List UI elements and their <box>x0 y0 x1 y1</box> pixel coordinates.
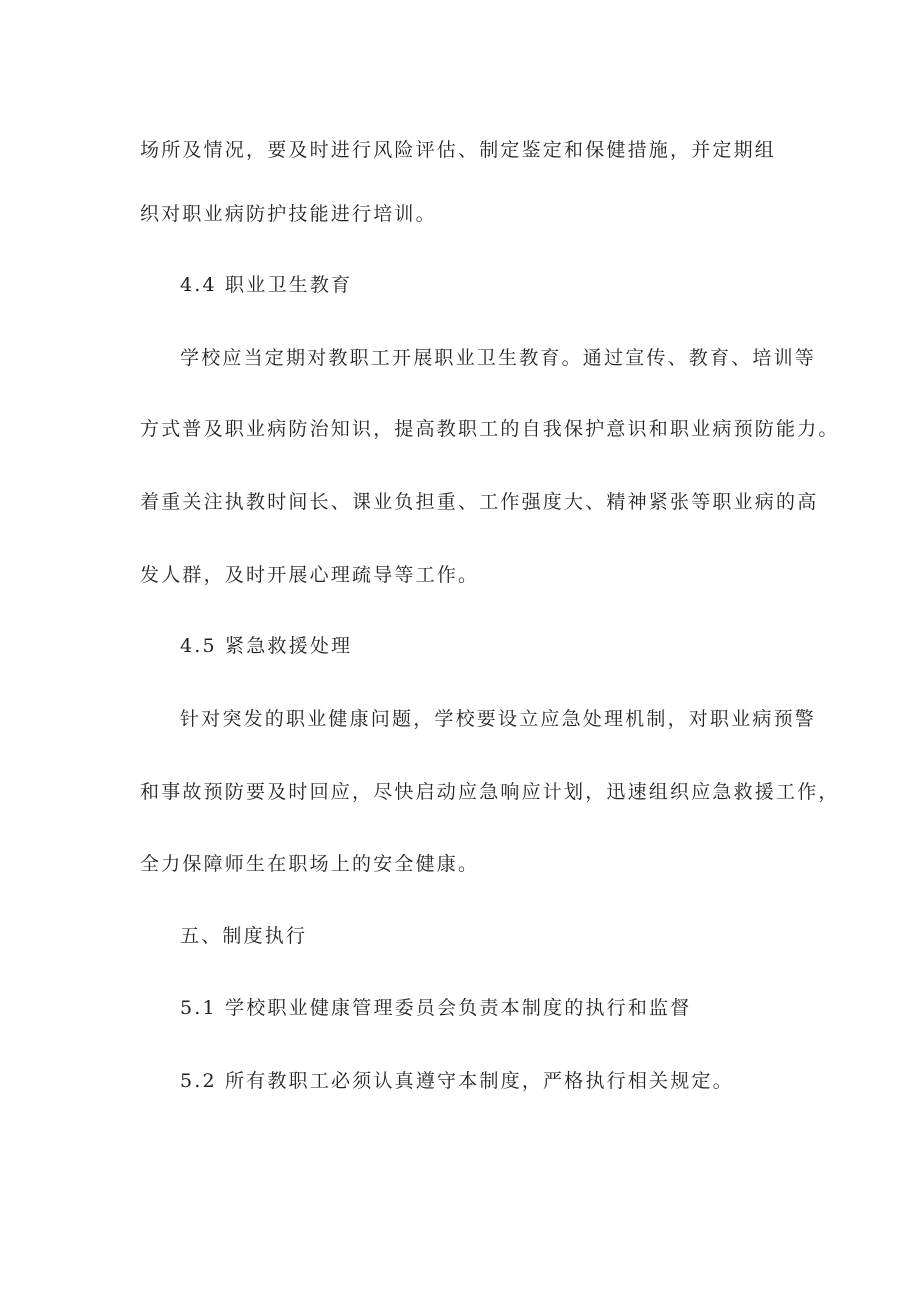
paragraph-4-5-line-1: 针对突发的职业健康问题，学校要设立应急处理机制，对职业病预警 <box>180 708 817 730</box>
paragraph-4-4-line-4: 发人群，及时开展心理疏导等工作。 <box>140 564 480 586</box>
section-heading-4-4: 4.4 职业卫生教育 <box>180 274 353 296</box>
paragraph-4-5-line-2: 和事故预防要及时回应，尽快启动应急响应计划，迅速组织应急救援工作， <box>140 781 840 803</box>
paragraph-4-4-line-1: 学校应当定期对教职工开展职业卫生教育。通过宣传、教育、培训等 <box>180 347 817 369</box>
paragraph-4-4-line-2: 方式普及职业病防治知识，提高教职工的自我保护意识和职业病预防能力。 <box>140 418 840 440</box>
paragraph-continuation-line-2: 织对职业病防护技能进行培训。 <box>140 203 437 225</box>
section-heading-5: 五、制度执行 <box>180 925 308 947</box>
clause-5-1: 5.1 学校职业健康管理委员会负责本制度的执行和监督 <box>180 997 692 1019</box>
paragraph-4-5-line-3: 全力保障师生在职场上的安全健康。 <box>140 853 480 875</box>
paragraph-4-4-line-3: 着重关注执教时间长、课业负担重、工作强度大、精神紧张等职业病的高 <box>140 491 819 513</box>
clause-5-2: 5.2 所有教职工必须认真遵守本制度，严格执行相关规定。 <box>180 1070 734 1092</box>
paragraph-continuation-line-1: 场所及情况，要及时进行风险评估、制定鉴定和保健措施，并定期组 <box>140 139 777 161</box>
section-heading-4-5: 4.5 紧急救援处理 <box>180 635 353 657</box>
